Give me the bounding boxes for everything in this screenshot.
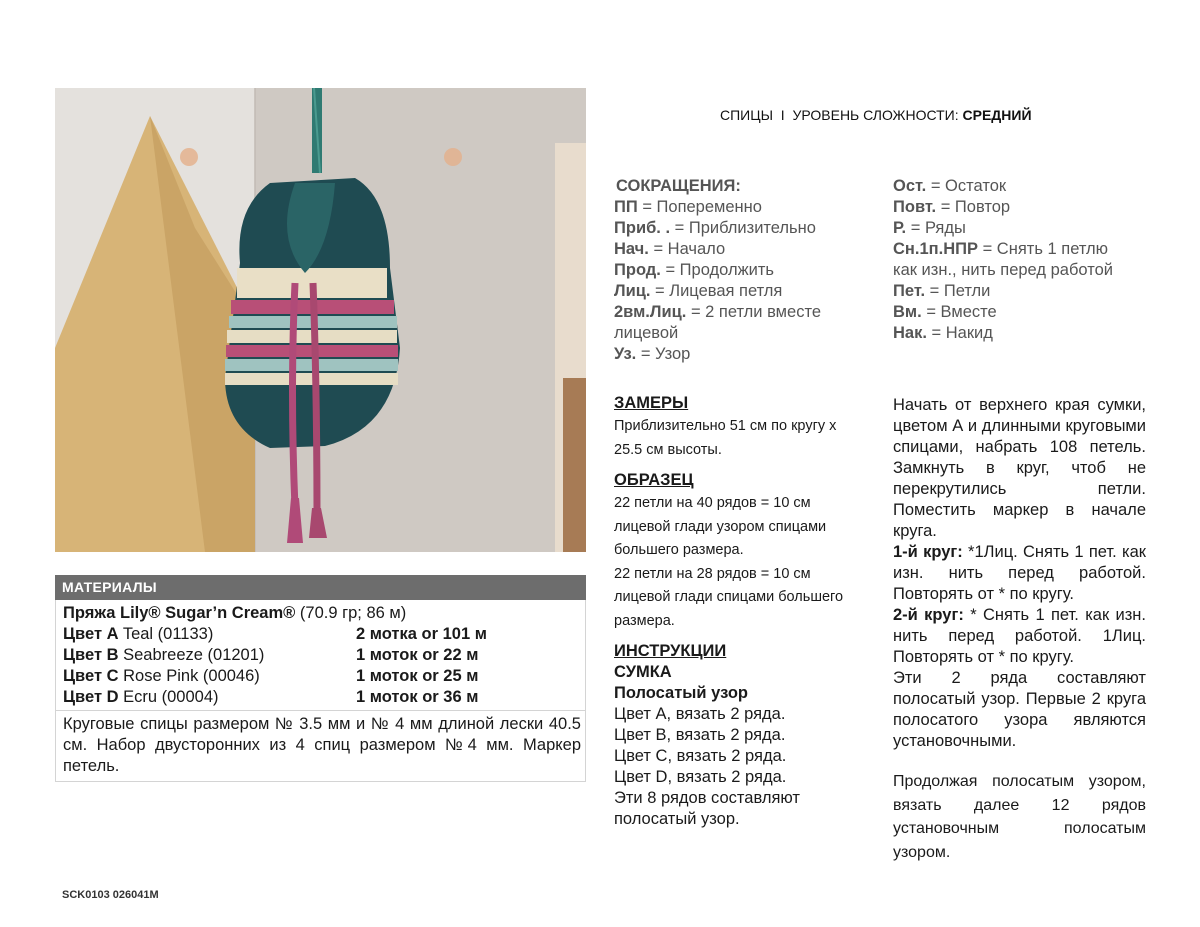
pattern-line: Эти 8 рядов составляют полосатый узор. bbox=[614, 789, 800, 828]
abbreviations-right bbox=[893, 176, 1133, 344]
color-label: Цвет A bbox=[63, 625, 119, 643]
color-amount: 2 мотка or 101 м bbox=[356, 625, 487, 643]
abbr-item: Вм. = Вместе bbox=[893, 303, 997, 321]
separator: I bbox=[780, 107, 785, 123]
difficulty-header bbox=[720, 107, 1032, 123]
color-row bbox=[63, 666, 578, 687]
bag-title: СУМКА bbox=[614, 663, 672, 681]
pattern-note: Эти 2 ряда составляют полосатый узор. Первые 2 круга полосатого узора являются установочными. bbox=[893, 669, 1146, 750]
footer-code: SCK0103 026041M bbox=[62, 889, 159, 901]
intro-text: Начать от верхнего края сумки, цветом А и длинными круговыми спицами, набрать 108 петель. Замкнуть в круг, чтоб не перекрутились петли. Поместить маркер в начале круга. bbox=[893, 396, 1146, 540]
materials-body bbox=[55, 600, 586, 710]
abbr-item: Повт. = Повтор bbox=[893, 198, 1011, 216]
yarn-weight: (70.9 гр; 86 м) bbox=[299, 604, 407, 622]
materials-title: МАТЕРИАЛЫ bbox=[55, 575, 586, 600]
color-row bbox=[63, 687, 578, 708]
abbr-item: Приб. . = Приблизительно bbox=[614, 219, 816, 237]
abbreviations-left bbox=[614, 176, 864, 365]
abbr-item: Сн.1п.НПР = Снять 1 петлю как изн., нить перед работой bbox=[893, 240, 1113, 279]
color-name: Seabreeze (01201) bbox=[123, 646, 265, 664]
pattern-title: Полосатый узор bbox=[614, 684, 749, 702]
abbr-item: Уз. = Узор bbox=[614, 345, 691, 363]
color-label: Цвет C bbox=[63, 667, 119, 685]
color-amount: 1 моток or 36 м bbox=[356, 688, 479, 706]
yarn-name: Пряжа Lily® Sugar’n Cream® bbox=[63, 604, 296, 622]
round-2: 2-й круг: * Снять 1 пет. как изн. нить перед работой. 1Лиц. Повторять от * по кругу. bbox=[893, 606, 1147, 666]
needles-note: Круговые спицы размером № 3.5 мм и № 4 мм длиной лески 40.5 см. Набор двусторонних из 4 спиц размером №4 мм. Маркер петель. bbox=[55, 710, 586, 782]
measurements-text: Приблизительно 51 см по кругу х 25.5 см высоты. bbox=[614, 418, 837, 458]
pattern-line: Цвет С, вязать 2 ряда. bbox=[614, 747, 787, 765]
abbr-item: ПП = Попеременно bbox=[614, 198, 762, 216]
gauge-text-2: 22 петли на 28 рядов = 10 см лицевой глади спицами большего размера. bbox=[614, 565, 844, 629]
product-photo bbox=[55, 88, 586, 552]
abbr-item: Прод. = Продолжить bbox=[614, 261, 775, 279]
abbr-item: Нач. = Начало bbox=[614, 240, 726, 258]
difficulty-label: УРОВЕНЬ СЛОЖНОСТИ: bbox=[792, 107, 959, 123]
round-1: 1-й круг: *1Лиц. Снять 1 пет. как изн. нить перед работой. Повторять от * по кругу. bbox=[893, 543, 1146, 603]
abbr-item: Ост. = Остаток bbox=[893, 177, 1007, 195]
abbr-item: Р. = Ряды bbox=[893, 219, 966, 237]
color-row bbox=[63, 645, 578, 666]
pattern-line: Цвет В, вязать 2 ряда. bbox=[614, 726, 786, 744]
craft-type: СПИЦЫ bbox=[720, 107, 773, 123]
abbr-item: Пет. = Петли bbox=[893, 282, 991, 300]
gauge-title: ОБРАЗЕЦ bbox=[614, 471, 694, 489]
materials-box bbox=[55, 575, 586, 782]
middle-column bbox=[614, 393, 864, 830]
yarn-line bbox=[63, 603, 578, 624]
measurements-title: ЗАМЕРЫ bbox=[614, 394, 689, 412]
pattern-line: Цвет А, вязать 2 ряда. bbox=[614, 705, 786, 723]
abbr-item: Лиц. = Лицевая петля bbox=[614, 282, 783, 300]
abbreviations-title: СОКРАЩЕНИЯ: bbox=[616, 177, 741, 195]
color-label: Цвет B bbox=[63, 646, 119, 664]
color-name: Rose Pink (00046) bbox=[123, 667, 260, 685]
right-column bbox=[893, 395, 1146, 864]
instructions-title: ИНСТРУКЦИИ bbox=[614, 642, 727, 660]
color-name: Teal (01133) bbox=[122, 625, 214, 643]
knitted-bucket-bag-photo bbox=[55, 88, 586, 552]
color-name: Ecru (00004) bbox=[123, 688, 219, 706]
abbr-item: 2вм.Лиц. = 2 петли вместе лицевой bbox=[614, 303, 822, 342]
color-row bbox=[63, 624, 578, 645]
color-amount: 1 моток or 22 м bbox=[356, 646, 479, 664]
gauge-text-1: 22 петли на 40 рядов = 10 см лицевой глади узором спицами большего размера. bbox=[614, 495, 827, 558]
continue-text: Продолжая полосатым узором, вязать далее 12 рядов установочным полосатым узором. bbox=[893, 773, 1146, 861]
difficulty-value: СРЕДНИЙ bbox=[962, 107, 1032, 123]
color-label: Цвет D bbox=[63, 688, 119, 706]
pattern-line: Цвет D, вязать 2 ряда. bbox=[614, 768, 787, 786]
color-amount: 1 моток or 25 м bbox=[356, 667, 479, 685]
abbr-item: Нак. = Накид bbox=[893, 324, 993, 342]
